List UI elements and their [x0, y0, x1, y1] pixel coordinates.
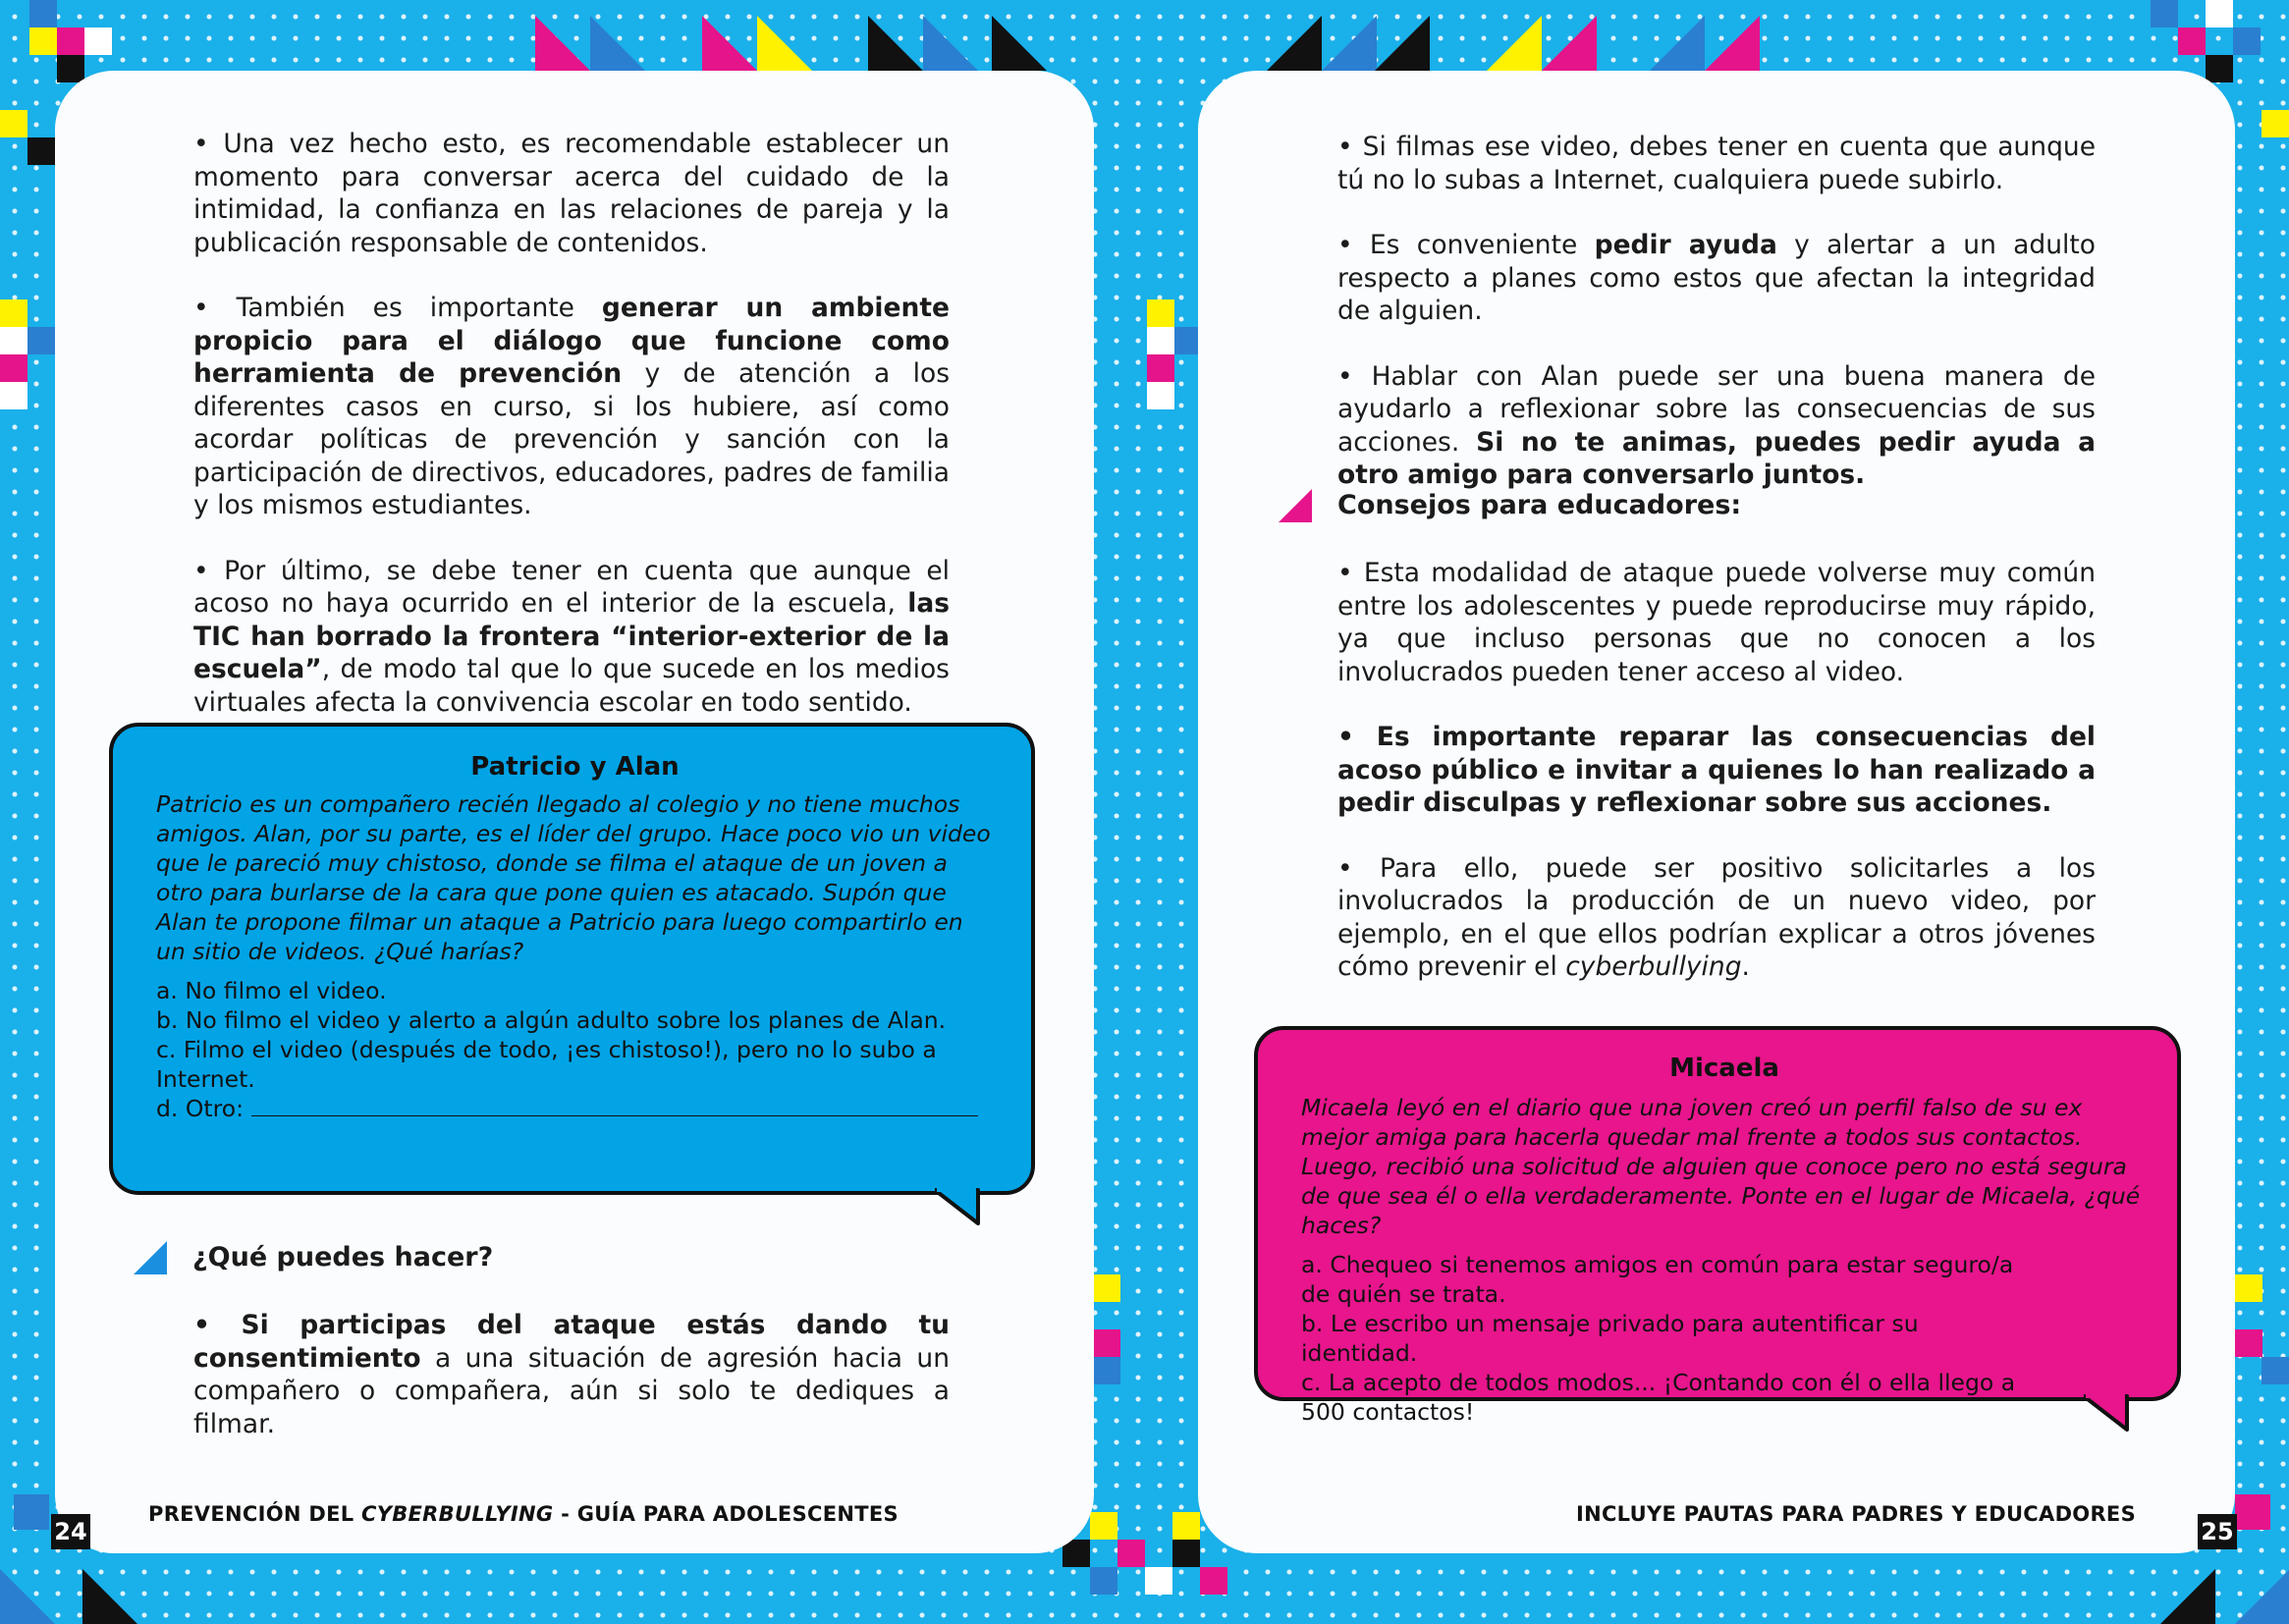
case-box-title: Micaela	[1669, 1054, 1779, 1083]
bold-text: generar un ambiente propicio para el diálogo que funcione como herramienta de prevención	[193, 293, 950, 389]
right-body-text-top	[1337, 131, 2096, 524]
paragraph	[1337, 360, 2096, 492]
option-b: b. No filmo el video y alerto a algún adulto sobre los planes de Alan.	[156, 1006, 947, 1034]
right-section-text	[1277, 557, 2096, 984]
text-run: • Esta modalidad de ataque puede volverse muy común entre los adolescentes y puede reproducirse muy rápido, ya que incluso personas que no conocen a los involucrados pueden tener acceso al video.	[1337, 558, 2096, 687]
footer-left-pre: PREVENCIÓN DEL	[148, 1502, 362, 1526]
option-a: a. No filmo el video.	[156, 977, 387, 1004]
right-section	[1277, 487, 2096, 1016]
footer-right: INCLUYE PAUTAS PARA PADRES Y EDUCADORES	[1575, 1502, 2136, 1526]
option-d-blank-line	[251, 1094, 978, 1116]
left-section	[132, 1239, 950, 1473]
page-number-right: 25	[2198, 1514, 2237, 1549]
paragraph	[193, 292, 950, 522]
bold-text: Si no te animas, puedes pedir ayuda a otro amigo para conversarlo juntos.	[1337, 426, 2096, 490]
section-heading-que-puedes-hacer	[132, 1239, 950, 1276]
text-run: • Una vez hecho esto, es recomendable establecer un momento para conversar acerca del cuidado de la intimidad, la confianza en las relaciones de pareja y la publicación responsable de contenidos.	[193, 129, 950, 258]
text-run: • Para ello, puede ser positivo solicitarles a los involucrados la producción de un nuevo video, por ejemplo, en el que ellos podrían explicar a otros jóvenes cómo prevenir el	[1337, 852, 2096, 982]
text-run: y de atención a los diferentes casos en curso, si los hubiere, así como acordar políticas de prevención y sanción con la participación de directivos, educadores, padres de familia y los mismos estudiantes.	[193, 358, 950, 520]
option-c: c. Filmo el video (después de todo, ¡es chistoso!), pero no lo subo a Internet.	[156, 1036, 937, 1093]
blue-triangle-icon	[132, 1239, 169, 1276]
text-run: • También es importante	[193, 293, 602, 323]
paragraph	[1337, 557, 2096, 688]
bold-text: pedir ayuda	[1594, 230, 1777, 260]
section-heading-text: Consejos para educadores:	[1337, 490, 1742, 521]
left-body-text	[193, 128, 950, 751]
paragraph	[1337, 229, 2096, 328]
left-section-text	[132, 1309, 950, 1440]
text-run: a una situación de agresión hacia un compañero o compañera, aún si solo te dediques a filmar.	[193, 1342, 950, 1439]
case-box-micaela	[1254, 1026, 2181, 1426]
speech-bubble-tail-blue	[935, 1186, 982, 1227]
text-run: • Por último, se debe tener en cuenta que aunque el acoso no haya ocurrido en el interior de la escuela,	[193, 555, 950, 619]
case-box-title: Patricio y Alan	[470, 752, 680, 782]
page-number-left: 24	[51, 1514, 90, 1549]
text-run: • Es conveniente	[1337, 230, 1595, 260]
footer-left	[148, 1502, 899, 1526]
italic-text: cyberbullying	[1565, 951, 1742, 982]
text-run: • Hablar con Alan puede ser una buena manera de ayudarlo a reflexionar sobre las consecuencias de sus acciones.	[1337, 360, 2096, 458]
option-a: a. Chequeo si tenemos amigos en común para estar seguro/a de quién se trata.	[1301, 1251, 2014, 1308]
case-box-options	[1301, 1250, 2148, 1427]
paragraph	[1337, 852, 2096, 984]
text-run: .	[1741, 951, 1750, 982]
paragraph	[1337, 721, 2096, 820]
case-box-story: Micaela leyó en el diario que una joven creó un perfil falso de su ex mejor amiga para hacerla quedar mal frente a todos sus contactos. Luego, recibió una solicitud de alguien que conoce pero no está segura de que sea él o ella verdaderamente. Ponte en el lugar de Micaela, ¿qué haces?	[1301, 1094, 2141, 1239]
case-box-options	[156, 976, 994, 1123]
paragraph	[193, 555, 950, 720]
text-run: , de modo tal que lo que sucede en los medios virtuales afecta la convivencia escolar en todo sentido.	[193, 654, 950, 718]
option-b: b. Le escribo un mensaje privado para autentificar su identidad.	[1301, 1310, 1919, 1367]
option-c: c. La acepto de todos modos... ¡Contando con él o ella llego a 500 contactos!	[1301, 1369, 2016, 1426]
section-heading-text: ¿Qué puedes hacer?	[192, 1242, 494, 1273]
option-d-label: d. Otro:	[156, 1095, 245, 1122]
bold-text: las TIC han borrado la frontera “interior-exterior de la escuela”	[193, 588, 950, 684]
footer-left-post: - GUÍA PARA ADOLESCENTES	[553, 1502, 899, 1526]
paragraph	[193, 1309, 950, 1440]
pink-triangle-icon	[1277, 487, 1314, 524]
paragraph	[1337, 131, 2096, 196]
bold-text: • Es importante reparar las consecuencias del acoso público e invitar a quienes lo han realizado a pedir disculpas y reflexionar sobre sus acciones.	[1337, 722, 2096, 818]
text-run: y alertar a un adulto respecto a planes como estos que afectan la integridad de alguien.	[1337, 230, 2097, 326]
paragraph	[193, 128, 950, 259]
section-heading-consejos	[1277, 487, 2096, 524]
case-box-patricio-alan	[109, 723, 1035, 1195]
speech-bubble-tail-pink	[2084, 1392, 2131, 1434]
bold-text: • Si participas del ataque estás dando tu consentimiento	[193, 1310, 950, 1374]
case-box-story: Patricio es un compañero recién llegado al colegio y no tiene muchos amigos. Alan, por su parte, es el líder del grupo. Hace poco vio un video que le pareció muy chistoso, donde se filma el ataque de un joven a otro para burlarse de la cara que pone quien es atacado. Supón que Alan te propone filmar un ataque a Patricio para luego compartirlo en un sitio de videos. ¿Qué harías?	[156, 790, 991, 965]
option-d	[156, 1094, 994, 1123]
footer-left-em: CYBERBULLYING	[361, 1502, 554, 1526]
text-run: • Si filmas ese video, debes tener en cuenta que aunque tú no lo subas a Internet, cualquiera puede subirlo.	[1337, 132, 2096, 195]
